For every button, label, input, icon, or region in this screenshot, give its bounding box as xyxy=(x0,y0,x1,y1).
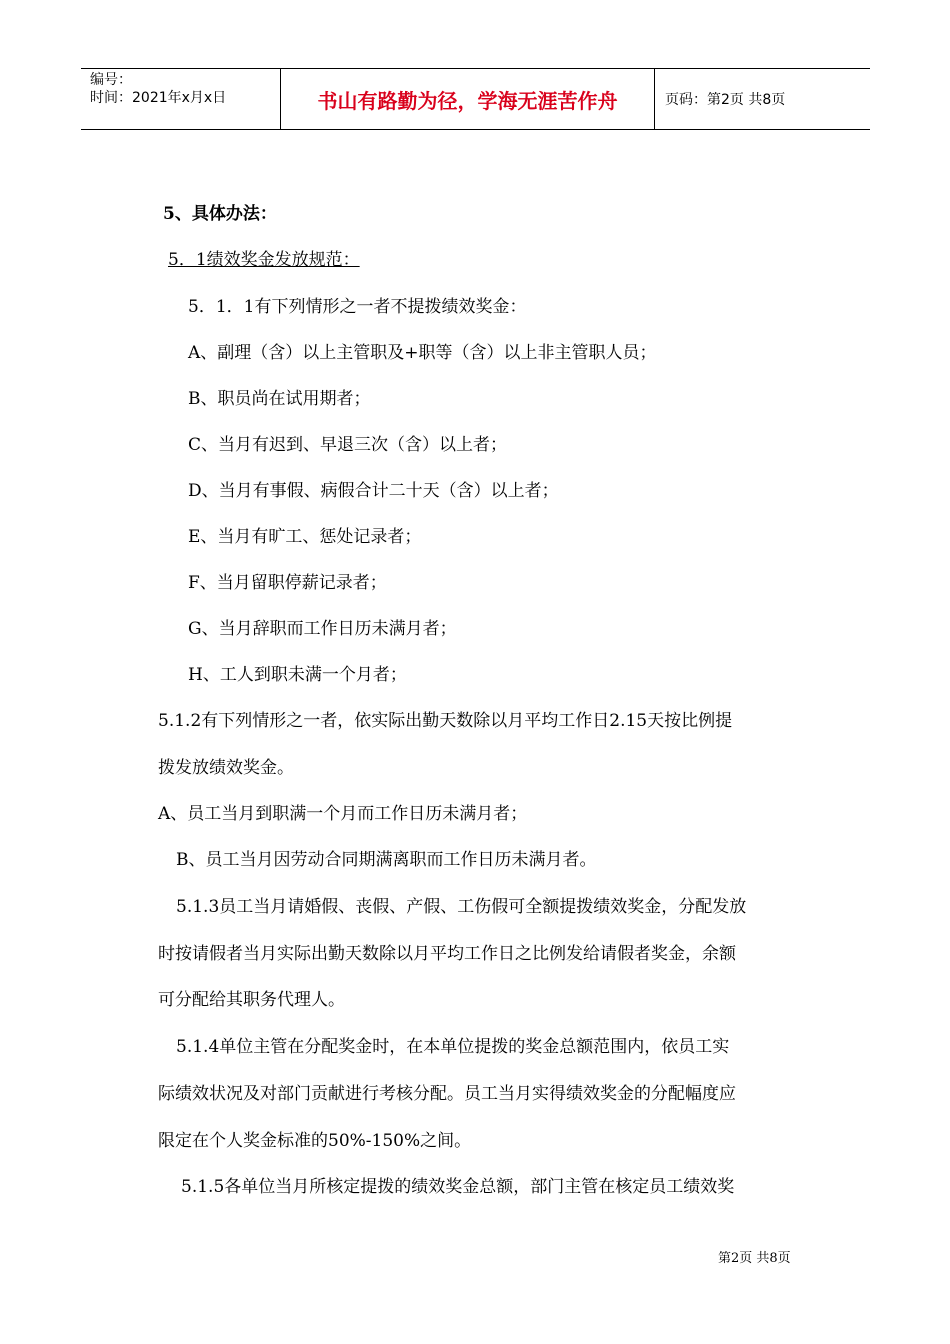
list-item: B、职员尚在试用期者； xyxy=(188,389,371,409)
section-heading: 5、具体办法： xyxy=(163,204,277,224)
paragraph-line: 5.1.4单位主管在分配奖金时，在本单位提拨的奖金总额范围内，依员工实 xyxy=(176,1037,730,1057)
list-item: A、员工当月到职满一个月而工作日历未满月者； xyxy=(158,804,528,824)
header-page-cell xyxy=(655,69,870,129)
paragraph-line: 际绩效状况及对部门贡献进行考核分配。员工当月实得绩效奖金的分配幅度应 xyxy=(158,1084,736,1104)
page-footer: 第2页 共8页 xyxy=(718,1251,791,1266)
paragraph-line: 5.1.2有下列情形之一者，依实际出勤天数除以月平均工作日2.15天按比例提 xyxy=(158,711,733,731)
page-header xyxy=(81,68,870,130)
list-item: C、当月有迟到、早退三次（含）以上者； xyxy=(188,435,508,455)
paragraph-line: 限定在个人奖金标准的50%-150%之间。 xyxy=(158,1131,472,1151)
paragraph-line: 5.1.5各单位当月所核定提拨的绩效奖金总额，部门主管在核定员工绩效奖 xyxy=(181,1177,735,1197)
paragraph-line: 可分配给其职务代理人。 xyxy=(158,990,345,1010)
subsection-heading: 5．1绩效奖金发放规范： xyxy=(168,250,360,270)
list-item: F、当月留职停薪记录者； xyxy=(188,573,387,593)
list-item: B、员工当月因劳动合同期满离职而工作日历未满月者。 xyxy=(176,850,597,870)
list-item: G、当月辞职而工作日历未满月者； xyxy=(188,619,457,639)
header-motto-cell xyxy=(281,69,655,129)
header-meta-cell xyxy=(81,69,281,129)
header-time-label: 时间：2021年x月x日 xyxy=(90,90,227,106)
header-page-label: 页码：第2页 共8页 xyxy=(665,92,786,108)
paragraph-line: 5．1．1有下列情形之一者不提拨绩效奖金： xyxy=(188,297,527,317)
paragraph-line: 拨发放绩效奖金。 xyxy=(158,758,294,778)
paragraph-line: 时按请假者当月实际出勤天数除以月平均工作日之比例发给请假者奖金，余额 xyxy=(158,944,736,964)
paragraph-line: 5.1.3员工当月请婚假、丧假、产假、工伤假可全额提拨绩效奖金，分配发放 xyxy=(176,897,747,917)
list-item: H、工人到职未满一个月者； xyxy=(188,665,407,685)
header-motto: 书山有路勤为径，学海无涯苦作舟 xyxy=(317,88,618,113)
header-number-label: 编号： xyxy=(90,72,132,88)
list-item: E、当月有旷工、惩处记录者； xyxy=(188,527,422,547)
list-item: A、副理（含）以上主管职及+职等（含）以上非主管职人员； xyxy=(188,343,657,363)
list-item: D、当月有事假、病假合计二十天（含）以上者； xyxy=(188,481,559,501)
